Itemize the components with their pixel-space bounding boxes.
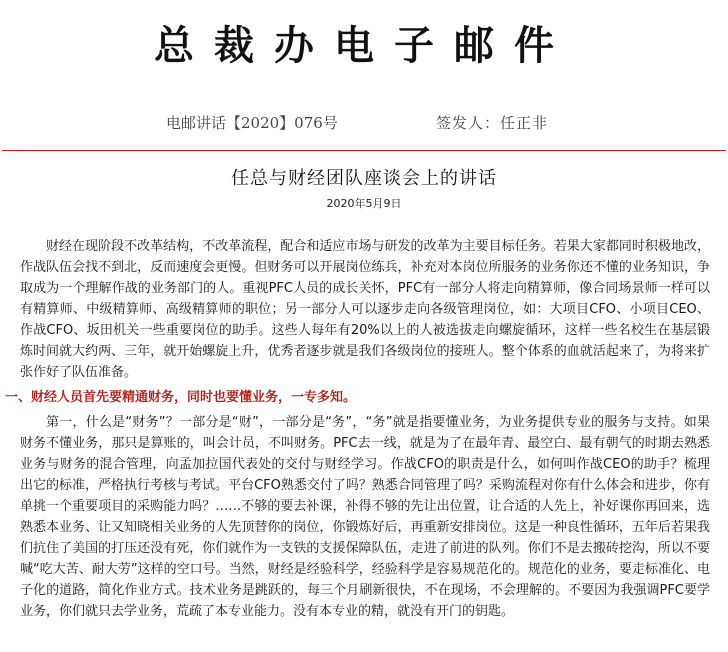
paragraph-intro: 财经在现阶段不改革结构，不改革流程，配合和适应市场与研发的改革为主要目标任务。若果大家都同时积极地改，作战队伍会找不到北，反而速度会更慢。但财务可以开展岗位练兵，补充对本岗位所服务的业务你还不懂的业务知识，争取成为一个理解作战的业务部门的人。重视PFC人员的成长关怀，PFC有一部分人将走向精算师，像合同场景师一样可以有精算师、中级精算师、高级精算师的职位；另一部分人可以逐步走向各级管理岗位，如：大项目CFO、小项目CEO、作战CFO、坂田机关一些重要岗位的助手。这些人每年有20%以上的人被选拔走向螺旋循环，这样一些名校生在基层锻炼时间就大约两、三年，就开始螺旋上升，优秀者逐步就是我们各级岗位的接班人。整个体系的血就活起来了，为将来扩张作好了队伍准备。: [20, 239, 710, 380]
masthead-title: 总裁办电子邮件: [154, 22, 574, 69]
signer: 签发人：任正非: [436, 114, 549, 132]
article-date: 2020年5月9日: [326, 197, 402, 210]
article-title: 任总与财经团队座谈会上的讲话: [231, 168, 497, 189]
section-heading: 一、财经人员首先要精通财务，同时也要懂业务，一专多知。: [5, 390, 357, 405]
header-divider: [2, 150, 726, 151]
paragraph-finance-business: 第一，什么是“财务”？一部分是“财”，一部分是“务”，“务”就是指要懂业务，为业务提供专业的服务与支持。如果财务不懂业务，那只是算账的，叫会计员，不叫财务。PFC去一线，就是为了在最年青、最空白、最有朝气的时期去熟悉业务与财务的混合管理，向孟加拉国代表处的交付与财经学习。作战CFO的职责是什么，如何叫作战CEO的助手？梳理出它的标准，严格执行考核与考试。平台CFO熟悉交付了吗？熟悉合同管理了吗？采购流程对你有什么体会和进步，你有单挑一个重要项目的采购能力吗？……不够的要去补课，补得不够的先让出位置，让合适的人先上，补好课你再回来，选熟悉本业务、让又知晓相关业务的人先顶替你的岗位，你锻炼好后，再重新安排岗位。这是一种良性循环，五年后若果我们抗住了美国的打压还没有死，你们就作为一支铁的支援保障队伍，走进了前进的队列。你们不是去搬砖挖沟，所以不要喊“吃大苦、耐大劳”这样的空口号。当然，财经是经验科学，经验科学是容易规范化的。规范化的业务，要走标准化、电子化的道路，简化作业方式。技术业务是跳跃的，每三个月刷新很快，不在现场，不会理解的。不要因为我强调PFC要学业务，你们就只去学业务，荒疏了本专业能力。没有本专业的精，就没有开门的钥匙。: [20, 415, 710, 619]
article-body: [5, 236, 710, 622]
document-number: 电邮讲话【2020】076号: [166, 114, 338, 132]
